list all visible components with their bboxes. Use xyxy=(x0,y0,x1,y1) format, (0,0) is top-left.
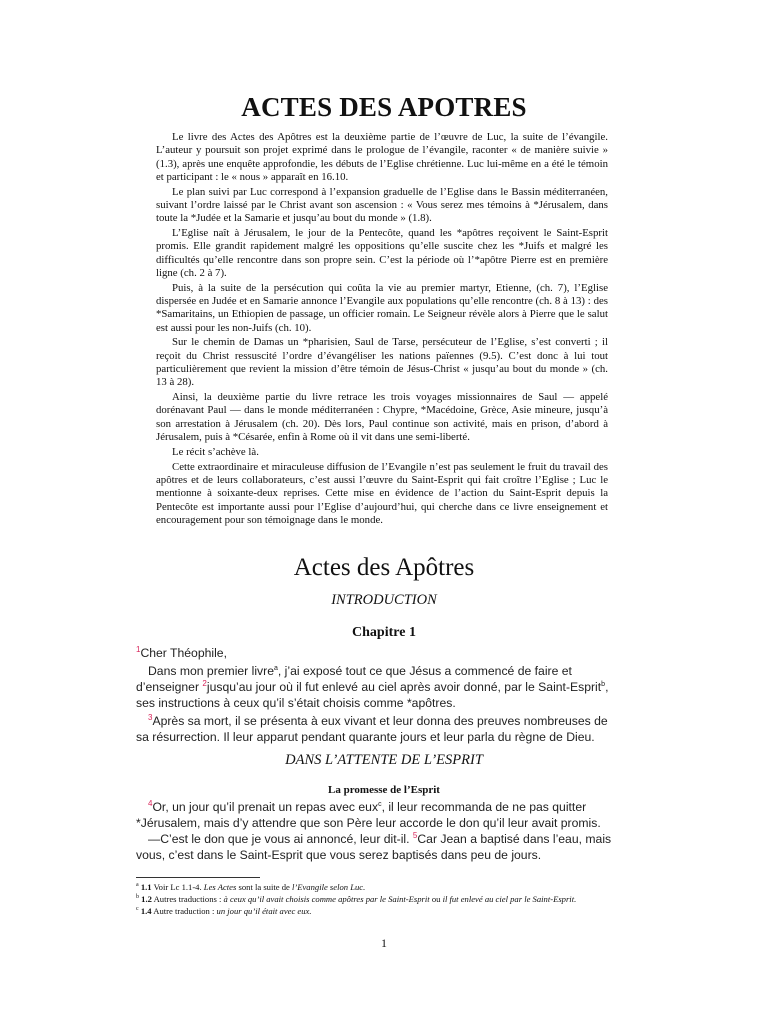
chapter-heading: Chapitre 1 xyxy=(352,625,416,640)
footnotes xyxy=(136,882,620,918)
footnote-text: sont la suite de xyxy=(238,882,290,892)
footnote-a xyxy=(136,882,620,893)
verse-4-5 xyxy=(136,831,620,863)
intro-paragraph: Le plan suivi par Luc correspond à l’expansion graduelle de l’Eglise dans le Bassin méditerranéen, suivant l’ordre laissé par le Christ avant son ascension : « Vous serez mes témoins à *Jérusalem, dans toute la *Judée et la Samarie et jusqu’au bout du monde » (1.8). xyxy=(156,185,608,225)
intro-paragraph: Ainsi, la deuxième partie du livre retrace les trois voyages missionnaires de Saul — appelé dorénavant Paul — dans le monde méditerranéen : Chypre, *Macédoine, Grèce, Asie mineure, jusqu’à son arrestation à Jérusalem (ch. 20). Dès lors, Paul continue son activité, mais en prison, d’abord à Jérusalem, puis à *Césarée, enfin à Rome où il vit dans une semi-liberté. xyxy=(156,391,608,444)
verse-1-continued xyxy=(136,663,620,711)
verse-text: Après sa mort, il se présenta à eux vivant et leur donna des preuves nombreuses de sa résurrection. Il leur apparut pendant quarante jours et leur parla du règne de Dieu. xyxy=(136,714,608,744)
footnote-text: Autre traduction : xyxy=(153,906,215,916)
intro-paragraph: L’Eglise naît à Jérusalem, le jour de la Pentecôte, quand les *apôtres reçoivent le Saint-Esprit promis. Elle grandit rapidement malgré les oppositions qu’elle suscite chez les *Juifs et malgré les difficultés qu’elle rencontre dans son propre sein. C’est la période où l’*apôtre Pierre est en première ligne (ch. 2 à 7). xyxy=(156,227,608,279)
intro-paragraph: Sur le chemin de Damas un *pharisien, Saul de Tarse, persécuteur de l’Eglise, s’est converti ; il reçoit du Christ ressuscité l’ordre d’évangéliser les nations païennes (9.5). C’est donc à lui tout particulièrement que revient la mission d’être témoin de Jésus-Christ « jusqu’au bout du monde » (ch. 13 à 28). xyxy=(156,336,608,389)
page-number: 1 xyxy=(381,936,387,950)
verse-text: Or, un jour qu’il prenait un repas avec eux xyxy=(152,800,379,814)
footnote-c xyxy=(136,906,620,917)
verse-text: —C’est le don que je vous ai annoncé, leur dit-il. xyxy=(148,832,410,846)
footnote-reference[interactable]: b xyxy=(601,680,606,688)
intro-paragraph: Puis, à la suite de la persécution qui coûta la vie au premier martyr, Etienne, (ch. 7), l’Eglise dispersée en Judée et en Samarie annonce l’Evangile aux populations qu’elle rencontre (ch. 8 à 13) : des *Samaritains, un Ethiopien de passage, un officier romain. Le Seigneur révèle alors à Pierre que le salut est aussi pour les non-Juifs (ch. 10). xyxy=(156,281,608,334)
footnote-divider xyxy=(136,877,260,878)
verse-number: 1 xyxy=(136,644,141,654)
page-title: ACTES DES APOTRES xyxy=(241,92,527,122)
footnote-text: Autres traductions : xyxy=(153,894,222,904)
intro-paragraph: Le récit s’achève là. xyxy=(172,445,259,458)
verse-text: , il leur recommanda de ne pas quitter *Jérusalem, mais d’y attendre que son Père leur accorde le don qu’il leur avait promis. xyxy=(136,800,601,830)
verse-3 xyxy=(136,713,620,745)
chapter-text xyxy=(136,645,620,747)
footnote-reference[interactable]: c xyxy=(378,800,382,808)
intro-paragraph: Cette extraordinaire et miraculeuse diffusion de l’Evangile n’est pas seulement le fruit du travail des apôtres et de leurs collaborateurs, c’est aussi l’œuvre du Saint-Esprit qui fait croître l’Eglise ; Luc le mentionne à soixante-deux reprises. Cette mise en évidence de l’action du Saint-Esprit depuis la Pentecôte est importante aussi pour l’Eglise d’aujourd’hui, qui cherche dans ce livre enseignement et encouragement pour son témoignage dans le monde. xyxy=(156,460,608,526)
verse-text: , ses instructions à ceux qu’il s’était choisis comme *apôtres. xyxy=(136,680,609,710)
footnote-text: ou xyxy=(431,894,441,904)
footnote-text: un jour qu’il était avec eux. xyxy=(216,906,312,916)
introduction-heading: INTRODUCTION xyxy=(331,592,437,608)
footnote-mark: c xyxy=(136,906,139,913)
verse-number: 4 xyxy=(148,798,153,808)
footnote-verse-ref: 1.4 xyxy=(140,906,152,916)
footnote-reference[interactable]: a xyxy=(273,664,278,672)
footnote-mark: b xyxy=(136,894,139,901)
verse-text: Cher Théophile, xyxy=(140,646,227,660)
footnote-text: l’Evangile selon Luc. xyxy=(291,882,366,892)
footnote-text: à ceux qu’il avait choisis comme apôtres par le Saint-Esprit xyxy=(223,894,430,904)
verse-text: , j’ai exposé tout ce que Jésus a commencé de faire et d’enseigner xyxy=(136,664,572,694)
section-heading: DANS L’ATTENTE DE L’ESPRIT xyxy=(285,752,483,768)
footnote-text: Les Actes xyxy=(203,882,237,892)
verse-number: 5 xyxy=(412,830,418,840)
intro-paragraph: Le livre des Actes des Apôtres est la deuxième partie de l’œuvre de Luc, la suite de l’évangile. L’auteur y poursuit son projet exprimé dans le prologue de l’évangile, raconter « de manière suivie » (1.3), après une enquête approfondie, les débuts de l’Eglise chrétienne. Luc lui-même en a été le témoin et participant : le « nous » apparaît en 16.10. xyxy=(156,131,608,183)
footnote-verse-ref: 1.2 xyxy=(141,894,152,904)
verse-text: Dans mon premier livre xyxy=(148,664,274,678)
footnote-text: Voir Lc 1.1-4. xyxy=(153,882,202,892)
verse-text: jusqu’au jour où il fut enlevé au ciel après avoir donné, par le Saint-Esprit xyxy=(206,680,602,694)
verse-number: 2 xyxy=(202,678,207,688)
verse-4 xyxy=(136,799,620,831)
subsection-heading: La promesse de l’Esprit xyxy=(328,784,440,796)
footnote-verse-ref: 1.1 xyxy=(140,882,152,892)
section-text xyxy=(136,799,620,863)
verse-text: Car Jean a baptisé dans l’eau, mais vous, c’est dans le Saint-Esprit que vous serez baptisés dans peu de jours. xyxy=(136,832,612,862)
footnote-text: il fut enlevé au ciel par le Saint-Esprit. xyxy=(442,894,577,904)
footnote-mark: a xyxy=(136,882,139,889)
verse-1 xyxy=(136,645,620,661)
footnote-b xyxy=(136,894,620,905)
verse-number: 3 xyxy=(148,712,153,722)
book-title: Actes des Apôtres xyxy=(293,554,475,581)
introduction-text xyxy=(156,131,608,529)
